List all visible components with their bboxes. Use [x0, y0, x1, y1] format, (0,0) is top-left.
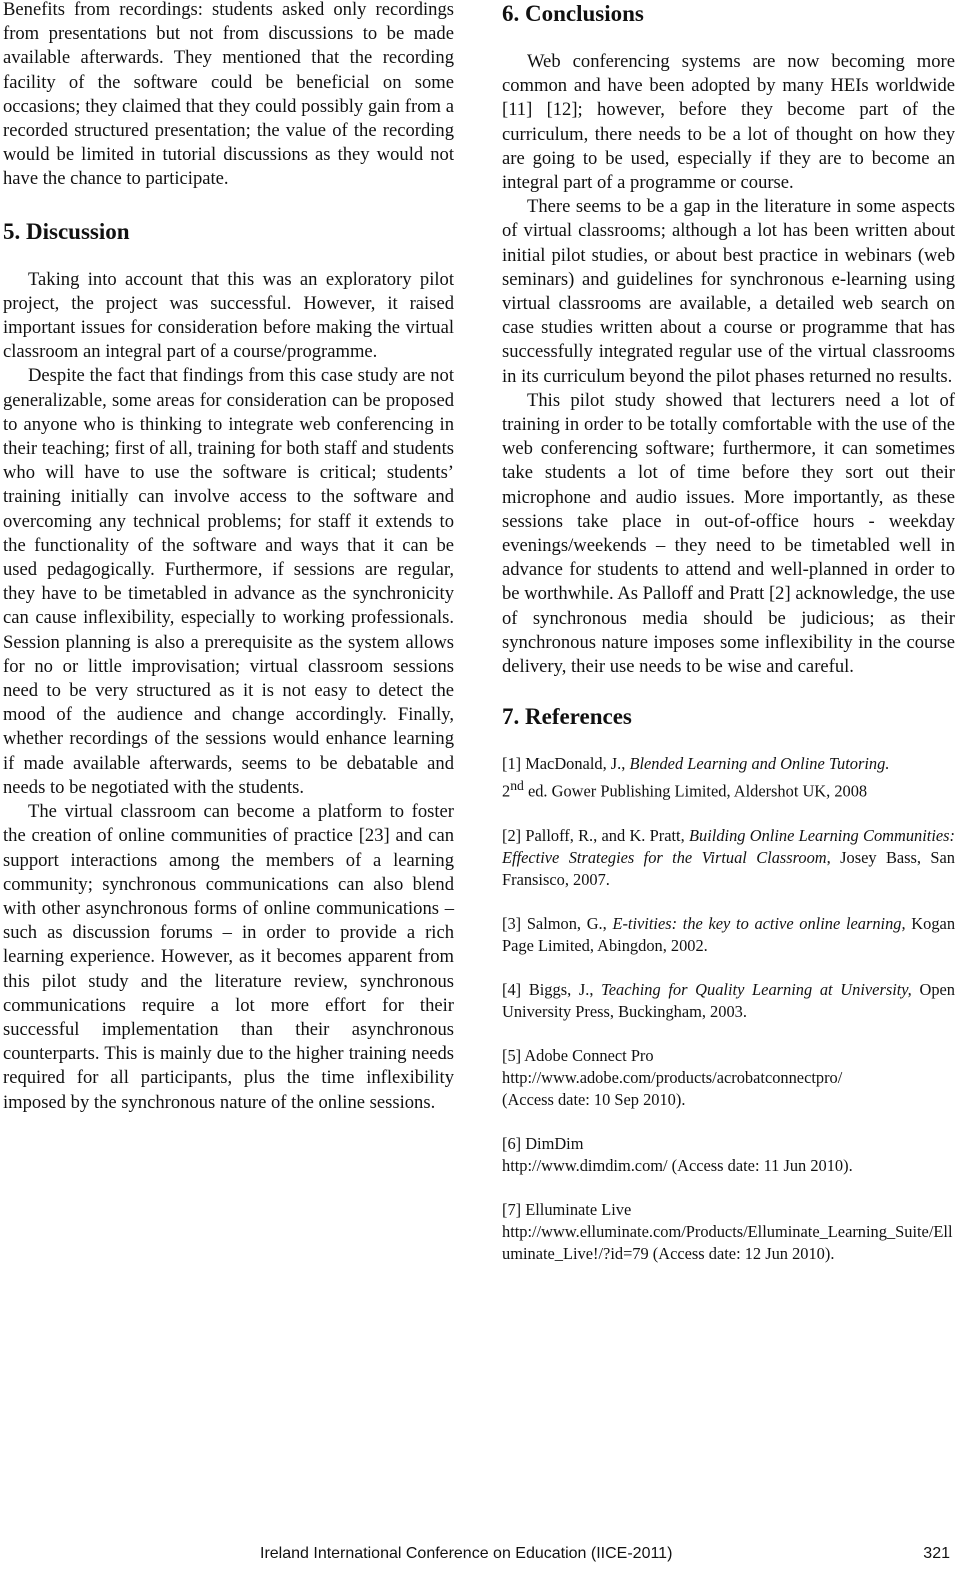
right-column: [502, 0, 955, 1265]
heading-conclusions: 6. Conclusions: [502, 1, 644, 26]
conference-name: Ireland International Conference on Education (IICE-2011): [260, 1545, 673, 1562]
reference-5-url: http://www.adobe.com/products/acrobatconnectpro/: [502, 1067, 843, 1087]
reference-6-url: http://www.dimdim.com/ (Access date: 11 Jun 2010).: [502, 1155, 853, 1175]
paragraph-discussion-1: Taking into account that this was an exploratory pilot project, the project was successful. However, it raised important issues for consideration before making the virtual classroom an integral part of a course/programme.: [3, 268, 454, 363]
paragraph-discussion-2: Despite the fact that findings from this case study are not generalizable, some areas for consideration can be proposed to anyone who is thinking to integrate web conferencing in their teaching; first of all, training for both staff and students who will have to use the software is critical; students’ training initially can involve access to the software and overcoming any technical problems; for staff it extends to the functionality of the software and ways that it can be used pedagogically. Furthermore, if sessions are regular, they have to be timetabled in advance as the synchronicity can cause inflexibility, especially to working professionals. Session planning is also a prerequisite as the system allows for no or little improvisation; virtual classroom sessions need to be very structured as it is not easy to detect the mood of the audience and change accordingly. Finally, whether recordings of the sessions would enhance learning if made available afterwards, seems to be debatable and needs to be negotiated with the students.: [3, 365, 454, 798]
reference-7: [7] Elluminate Live http://www.elluminate.com/Products/Elluminate_Learning_Suite/Elluminate_Live!/?id=79 (Access date: 12 Jun 2010).: [502, 1199, 955, 1265]
reference-7-url: http://www.elluminate.com/Products/Elluminate_Learning_Suite/Elluminate_Live!/?id=79 (Access date: 12 Jun 2010).: [502, 1221, 953, 1263]
reference-1: [1] MacDonald, J., Blended Learning and Online Tutoring. 2nd ed. Gower Publishing Limited, Aldershot UK, 2008: [502, 754, 890, 801]
paragraph-conclusions-1: Web conferencing systems are now becoming more common and have been adopted by many HEIs worldwide [11] [12]; however, before they become part of the curriculum, there needs to be a lot of thought on how they are going to be used, especially if they are to become an integral part of a programme or course.: [502, 51, 955, 194]
paragraph-conclusions-2: There seems to be a gap in the literature in some aspects of virtual classrooms; although a lot has been written about initial pilot studies, or about best practice in webinars (web seminars) and guidelines for synchronous e-learning using virtual classrooms are available, a detailed web search on case studies written about a course or programme that has successfully integrated regular use of the virtual classrooms in its curriculum beyond the pilot phases returned no results.: [502, 196, 955, 387]
paragraph-conclusions-3: This pilot study showed that lecturers need a lot of training in order to be totally comfortable with the use of the web conferencing software; furthermore, it can sometimes take students a lot of time before they sort out their microphone and audio issues. More importantly, as these sessions take place in out-of-office hours - weekday evenings/weekends – they need to be timetabled well in advance for students to attend and well-planned in order to be worthwhile. As Palloff and Pratt [2] acknowledge, the use of synchronous media should be judicious; as their synchronous nature imposes some inflexibility in the course delivery, their use needs to be wise and careful.: [502, 389, 955, 678]
reference-2: [2] Palloff, R., and K. Pratt, Building Online Learning Communities: Effective Strategies for the Virtual Classroom, Josey Bass, San Fransisco, 2007.: [502, 825, 955, 889]
reference-5: [5] Adobe Connect Pro http://www.adobe.com/products/acrobatconnectpro/ (Access date: 10 Sep 2010).: [502, 1045, 955, 1111]
page-number: 321: [923, 1545, 950, 1562]
reference-4: [4] Biggs, J., Teaching for Quality Learning at University, Open University Press, Buckingham, 2003.: [502, 979, 955, 1021]
page-footer: [0, 1545, 960, 1567]
reference-6: [6] DimDim http://www.dimdim.com/ (Access date: 11 Jun 2010).: [502, 1133, 955, 1177]
paragraph-discussion-3: The virtual classroom can become a platform to foster the creation of online communities of practice [23] and can support interactions among the members of a learning community; synchronous communications can also blend with other asynchronous forms of online communications – such as discussion forums – in order to provide a rich learning experience. However, as it becomes apparent from this pilot study and the literature review, synchronous communications require a lot more effort for their successful implementation than their asynchronous counterparts. This is mainly due to the higher training needs required for all participants, plus the time inflexibility imposed by the synchronous nature of the online sessions.: [3, 801, 454, 1113]
heading-references: 7. References: [502, 704, 632, 730]
heading-discussion: 5. Discussion: [3, 218, 130, 244]
reference-3: [3] Salmon, G., E-tivities: the key to active online learning, Kogan Page Limited, Abingdon, 2002.: [502, 913, 956, 955]
left-column: [3, 0, 454, 1115]
paragraph-recording-benefits: Benefits from recordings: students asked only recordings from presentations but not from discussions to be made available afterwards. They mentioned that the recording facility of the software could be beneficial on some occasions; they claimed that they could possibly gain from a recorded structured presentation; the value of the recording would be limited in tutorial discussions as they would not have the chance to participate.: [3, 0, 454, 190]
